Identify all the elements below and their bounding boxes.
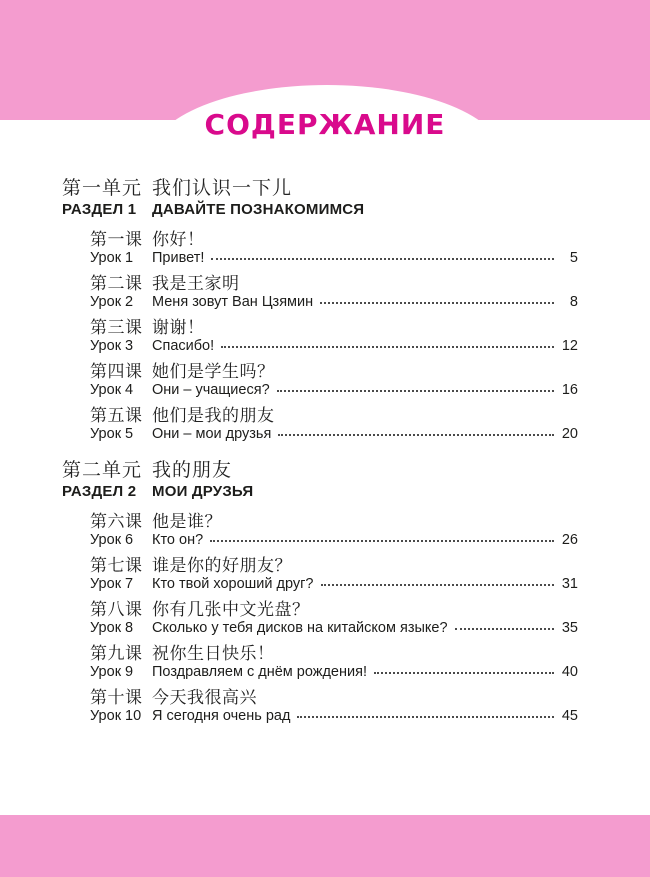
- lesson-zh-label: 第十课: [90, 688, 143, 708]
- unit-section-1: [62, 176, 578, 442]
- page-number: 16: [561, 382, 578, 398]
- lesson-ru-title: Кто твой хороший друг?: [152, 576, 314, 592]
- toc-lesson-2: [62, 273, 578, 310]
- dotted-leader: [321, 584, 555, 586]
- unit-ru-title: ДАВАЙТЕ ПОЗНАКОМИМСЯ: [152, 201, 365, 218]
- dotted-leader: [221, 346, 554, 348]
- page-number: 45: [561, 708, 578, 724]
- page-number: 40: [561, 664, 578, 680]
- lesson-zh-label: 第八课: [90, 600, 143, 620]
- toc-lesson-8: [62, 599, 578, 636]
- page-number: 35: [561, 620, 578, 636]
- toc-lesson-5: [62, 405, 578, 442]
- lesson-ru-label: Урок 4: [90, 382, 134, 398]
- lesson-zh-title: 谢谢！: [152, 318, 205, 338]
- page-number: 20: [561, 426, 578, 442]
- unit-ru-label: РАЗДЕЛ 1: [62, 201, 137, 218]
- toc-lesson-9: [62, 643, 578, 680]
- unit-section-2: [62, 458, 578, 724]
- lesson-zh-label: 第六课: [90, 512, 143, 532]
- lesson-ru-label: Урок 5: [90, 426, 134, 442]
- dotted-leader: [297, 716, 554, 718]
- lesson-zh-label: 第三课: [90, 318, 143, 338]
- lesson-zh-title: 他是谁？: [152, 512, 222, 532]
- unit-header: [62, 176, 578, 219]
- lesson-ru-label: Урок 3: [90, 338, 134, 354]
- lesson-zh-label: 第一课: [90, 230, 143, 250]
- lesson-ru-title: Спасибо!: [152, 338, 215, 354]
- lesson-ru-label: Урок 1: [90, 250, 134, 266]
- lesson-ru-label: Урок 7: [90, 576, 134, 592]
- page-number: 26: [561, 532, 578, 548]
- lesson-ru-title: Я сегодня очень рад: [152, 708, 291, 724]
- lesson-ru-title: Привет!: [152, 250, 205, 266]
- dotted-leader: [278, 434, 554, 436]
- unit-ru-label: РАЗДЕЛ 2: [62, 483, 137, 500]
- unit-zh-label: 第二单元: [62, 459, 143, 481]
- lesson-ru-title: Меня зовут Ван Цзямин: [152, 294, 314, 310]
- lesson-zh-title: 祝你生日快乐！: [152, 644, 275, 664]
- dotted-leader: [455, 628, 554, 630]
- lesson-ru-title: Сколько у тебя дисков на китайском языке?: [152, 620, 448, 636]
- lesson-ru-title: Кто он?: [152, 532, 204, 548]
- lesson-ru-title: Поздравляем с днём рождения!: [152, 664, 367, 680]
- toc-lesson-10: [62, 687, 578, 724]
- lesson-ru-label: Урок 10: [90, 708, 142, 724]
- lesson-ru-label: Урок 9: [90, 664, 134, 680]
- page-number: 12: [561, 338, 578, 354]
- lesson-zh-label: 第七课: [90, 556, 143, 576]
- dotted-leader: [320, 302, 554, 304]
- lesson-ru-label: Урок 2: [90, 294, 134, 310]
- lesson-ru-title: Они – мои друзья: [152, 426, 272, 442]
- page-title: СОДЕРЖАНИЕ: [204, 108, 446, 141]
- toc-lesson-6: [62, 511, 578, 548]
- unit-zh-title: 我的朋友: [152, 459, 233, 481]
- unit-header: [62, 458, 578, 501]
- lesson-zh-label: 第九课: [90, 644, 143, 664]
- dotted-leader: [210, 540, 554, 542]
- toc-lesson-7: [62, 555, 578, 592]
- lesson-zh-title: 她们是学生吗？: [152, 362, 275, 382]
- lesson-ru-label: Урок 6: [90, 532, 134, 548]
- dotted-leader: [374, 672, 554, 674]
- unit-ru-title: МОИ ДРУЗЬЯ: [152, 483, 254, 500]
- page-number: 31: [561, 576, 578, 592]
- lesson-zh-title: 今天我很高兴: [152, 688, 257, 708]
- dotted-leader: [211, 258, 554, 260]
- lesson-zh-title: 你有几张中文光盘？: [152, 600, 310, 620]
- unit-zh-title: 我们认识一下儿: [152, 177, 293, 199]
- table-of-contents: [62, 176, 578, 731]
- toc-lesson-4: [62, 361, 578, 398]
- lesson-zh-title: 谁是你的好朋友？: [152, 556, 292, 576]
- lesson-zh-title: 他们是我的朋友: [152, 406, 275, 426]
- footer-pink-band: [0, 815, 650, 877]
- lesson-zh-title: 我是王家明: [152, 274, 240, 294]
- page-number: 5: [569, 250, 578, 266]
- lesson-ru-title: Они – учащиеся?: [152, 382, 270, 398]
- unit-zh-label: 第一单元: [62, 177, 143, 199]
- lesson-zh-label: 第四课: [90, 362, 143, 382]
- toc-lesson-3: [62, 317, 578, 354]
- lesson-zh-label: 第五课: [90, 406, 143, 426]
- dotted-leader: [277, 390, 554, 392]
- lesson-zh-title: 你好！: [152, 230, 205, 250]
- lesson-ru-label: Урок 8: [90, 620, 134, 636]
- lesson-zh-label: 第二课: [90, 274, 143, 294]
- toc-lesson-1: [62, 229, 578, 266]
- page-number: 8: [569, 294, 578, 310]
